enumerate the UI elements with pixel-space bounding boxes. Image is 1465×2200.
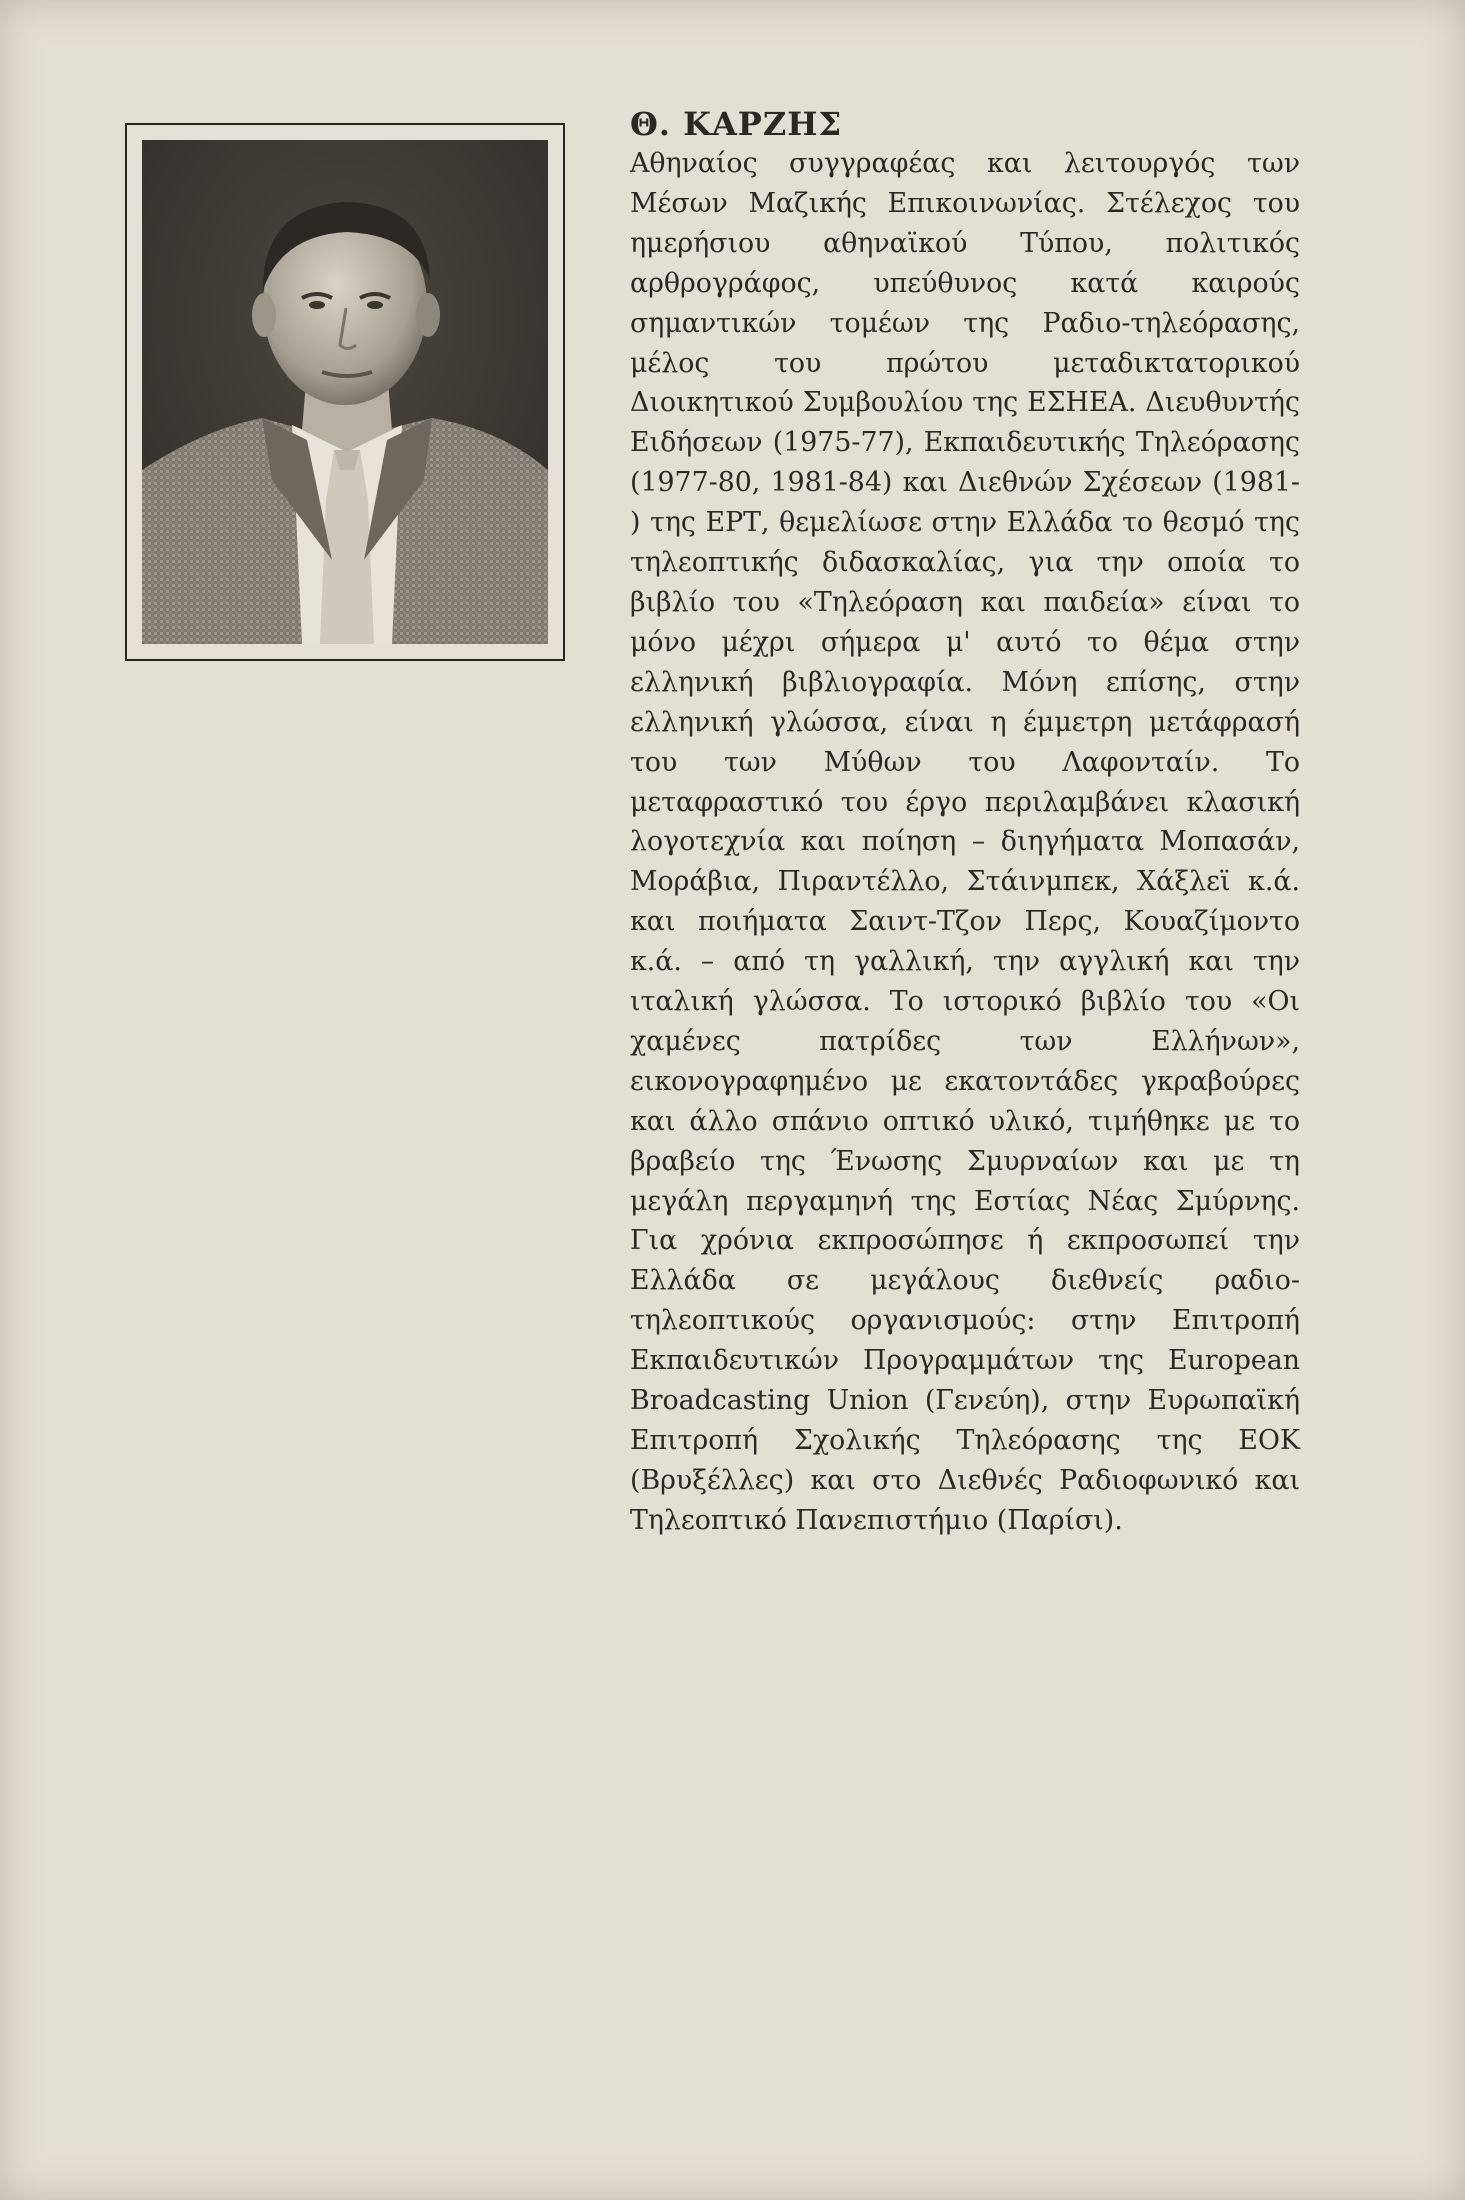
- author-portrait-photo: [142, 140, 548, 644]
- author-photo-frame: [125, 123, 565, 661]
- author-name: Θ. ΚΑΡΖΗΣ: [630, 105, 843, 143]
- author-bio-text: Αθηναίος συγγραφέας και λειτουργός των Μέσων Μαζικής Επικοινωνίας. Στέλεχος του ημερήσιου αθηναϊκού Τύπου, πολιτικός αρθρογράφος, υπεύθυνος κατά καιρούς σημαντικών τομέων της Ραδιο-τηλεόρασης, μέλος του πρώτου μεταδικτατορικού Διοικητικού Συμβουλίου της ΕΣΗΕΑ. Διευθυντής Ειδήσεων (1975-77), Εκπαιδευτικής Τηλεόρασης (1977-80, 1981-84) και Διεθνών Σχέσεων (1981- ) της ΕΡΤ, θεμελίωσε στην Ελλάδα το θεσμό της τηλεοπτικής διδασκαλίας, για την οποία το βιβλίο του «Τηλεόραση και παιδεία» είναι το μόνο μέχρι σήμερα μ' αυτό το θέμα στην ελληνική βιβλιογραφία. Μόνη επίσης, στην ελληνική γλώσσα, είναι η έμμετρη μετάφρασή του των Μύθων του Λαφονταίν. Το μεταφραστικό του έργο περιλαμβάνει κλασική λογοτεχνία και ποίηση – διηγήματα Μοπασάν, Μοράβια, Πιραντέλλο, Στάινμπεκ, Χάξλεϊ κ.ά. και ποιήματα Σαιντ-Τζον Περς, Κουαζίμοντο κ.ά. – από τη γαλλική, την αγγλική και την ιταλική γλώσσα. Το ιστορικό βιβλίο του «Οι χαμένες πατρίδες των Ελλήνων», εικονογραφημένο με εκατοντάδες γκραβούρες και άλλο σπάνιο οπτικό υλικό, τιμήθηκε με το βραβείο της Ένωσης Σμυρναίων και με τη μεγάλη περγαμηνή της Εστίας Νέας Σμύρνης. Για χρόνια εκπροσώπησε ή εκπροσωπεί την Ελλάδα σε μεγάλους διεθνείς ραδιο-τηλεοπτικούς οργανισμούς: στην Επιτροπή Εκπαιδευτικών Προγραμμάτων της European Broadcasting Union (Γενεύη), στην Ευρωπαϊκή Επιτροπή Σχολικής Τηλεόρασης της ΕΟΚ (Βρυξέλλες) και στο Διεθνές Ραδιοφωνικό και Τηλεοπτικό Πανεπιστήμιο (Παρίσι).: [630, 148, 1300, 1536]
- author-bio-block: [630, 104, 1300, 1541]
